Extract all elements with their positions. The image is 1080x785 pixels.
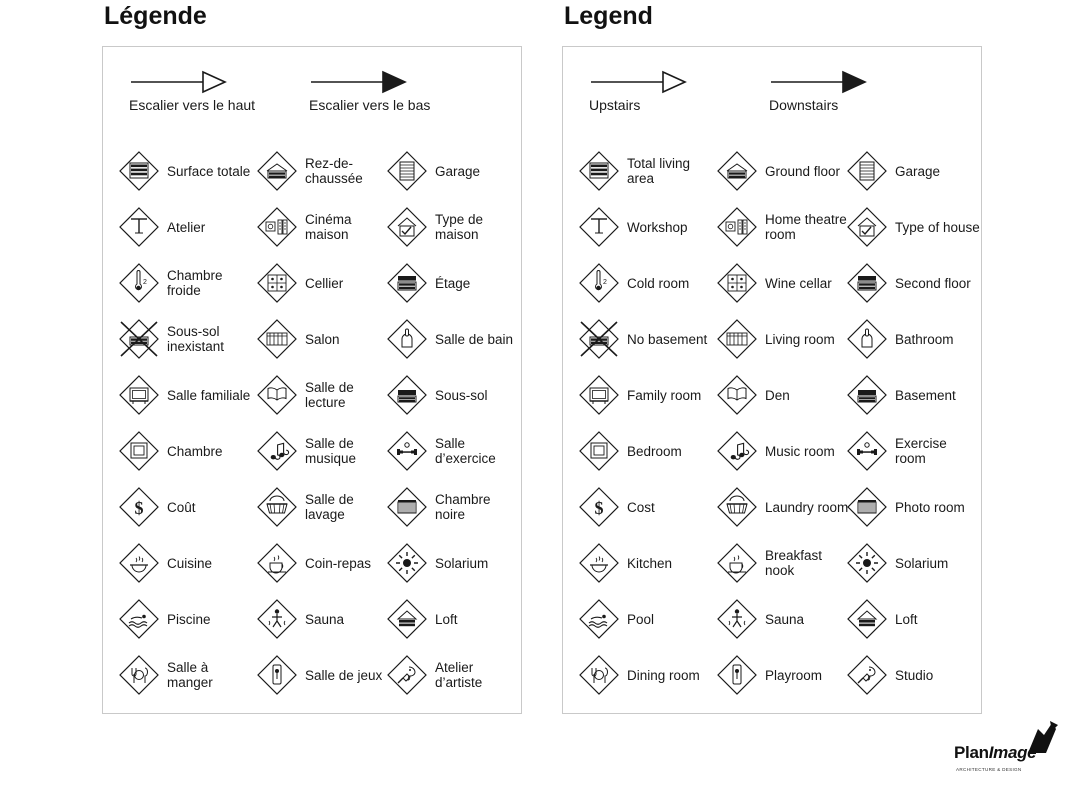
breakfast-nook-icon	[715, 541, 759, 585]
photo-room-icon	[385, 485, 429, 529]
legend-entry	[577, 423, 717, 479]
legend-entry	[385, 535, 525, 591]
legend-entry-label: Second floor	[895, 275, 971, 291]
bedroom-icon	[117, 429, 161, 473]
legend-entry-label: Salle à manger	[167, 660, 213, 690]
second-floor-icon	[385, 261, 429, 305]
type-of-house-icon	[385, 205, 429, 249]
legend-column	[715, 143, 855, 703]
workshop-icon	[117, 205, 161, 249]
legend-entry	[715, 199, 855, 255]
legend-entry	[255, 367, 395, 423]
loft-icon	[385, 597, 429, 641]
legend-entry-label: Type de maison	[435, 212, 484, 242]
legend-entry	[385, 367, 525, 423]
legend-entry	[385, 423, 525, 479]
logo-wordmark	[954, 743, 1036, 763]
logo-tagline: ARCHITECTURE & DESIGN	[956, 767, 1022, 772]
legend-entry	[117, 647, 257, 703]
cost-icon	[117, 485, 161, 529]
legend-panel-french	[102, 46, 522, 714]
legend-entry	[255, 535, 395, 591]
legend-entry	[845, 423, 985, 479]
legend-entry-label: Breakfast nook	[765, 548, 823, 578]
laundry-room-icon	[255, 485, 299, 529]
loft-icon	[845, 597, 889, 641]
total-living-area-icon	[117, 149, 161, 193]
legend-entry	[715, 647, 855, 703]
wine-cellar-icon	[255, 261, 299, 305]
bathroom-icon	[845, 317, 889, 361]
exercise-room-icon	[845, 429, 889, 473]
basement-icon	[385, 373, 429, 417]
ground-floor-icon	[255, 149, 299, 193]
legend-entry-label: Living room	[765, 331, 835, 347]
music-room-icon	[255, 429, 299, 473]
legend-entry-label: Étage	[435, 275, 471, 291]
legend-entry-label: Cinéma maison	[305, 212, 352, 242]
arrow-label: Upstairs	[589, 97, 641, 113]
legend-entry-label: Kitchen	[627, 555, 673, 571]
no-basement-icon	[577, 317, 621, 361]
legend-entry	[117, 199, 257, 255]
planimage-logo	[954, 719, 1066, 773]
svg-text:2: 2	[603, 279, 607, 286]
legend-entry-label: Ground floor	[765, 163, 841, 179]
solarium-icon	[845, 541, 889, 585]
studio-icon	[385, 653, 429, 697]
legend-entry-label: Exercise room	[895, 436, 947, 466]
legend-entry-label: Sauna	[765, 611, 805, 627]
pool-icon	[117, 597, 161, 641]
legend-entry	[715, 591, 855, 647]
legend-entry	[715, 423, 855, 479]
workshop-icon	[577, 205, 621, 249]
legend-entry-label: Cellier	[305, 275, 344, 291]
arrow-solid-right-icon	[309, 69, 430, 95]
playroom-icon	[255, 653, 299, 697]
legend-entry-label: Playroom	[765, 667, 823, 683]
legend-entry-label: Basement	[895, 387, 956, 403]
ground-floor-icon	[715, 149, 759, 193]
legend-entry	[845, 199, 985, 255]
legend-column	[577, 143, 717, 703]
legend-panel-english	[562, 46, 982, 714]
legend-entry	[845, 591, 985, 647]
legend-entry-label: Loft	[895, 611, 918, 627]
legend-entry-label: Type of house	[895, 219, 980, 235]
legend-entry	[577, 143, 717, 199]
legend-entry	[385, 255, 525, 311]
legend-entry-label: Cost	[627, 499, 655, 515]
legend-entry-label: No basement	[627, 331, 708, 347]
wine-cellar-icon	[715, 261, 759, 305]
garage-icon	[845, 149, 889, 193]
basement-icon	[845, 373, 889, 417]
legend-entry	[845, 479, 985, 535]
legend-entry	[255, 479, 395, 535]
legend-entry	[845, 311, 985, 367]
legend-entry	[845, 143, 985, 199]
laundry-room-icon	[715, 485, 759, 529]
legend-column	[845, 143, 985, 703]
legend-entry	[255, 143, 395, 199]
legend-entry	[577, 535, 717, 591]
logo-word-image: Image	[988, 743, 1037, 762]
legend-entry-label: Chambre	[167, 443, 223, 459]
legend-entry-label: Bedroom	[627, 443, 682, 459]
legend-entry	[255, 423, 395, 479]
legend-entry-label: Loft	[435, 611, 458, 627]
arrow-label: Downstairs	[769, 97, 839, 113]
living-room-icon	[255, 317, 299, 361]
legend-entry-label: Home theatre room	[765, 212, 847, 242]
total-living-area-icon	[577, 149, 621, 193]
legend-entry-label: Sous-sol	[435, 387, 488, 403]
svg-text:$: $	[594, 498, 604, 518]
legend-entry-label: Total living area	[627, 156, 691, 186]
legend-entry	[255, 199, 395, 255]
arrow-outline-right-icon	[589, 69, 689, 95]
svg-text:2: 2	[143, 279, 147, 286]
legend-entry-label: Workshop	[627, 219, 688, 235]
den-icon	[715, 373, 759, 417]
legend-entry	[117, 143, 257, 199]
legend-entry	[577, 479, 717, 535]
legend-entry-label: Dining room	[627, 667, 700, 683]
legend-entry-label: Rez-de-chaussée	[305, 156, 363, 186]
legend-column	[385, 143, 525, 703]
garage-icon	[385, 149, 429, 193]
legend-entry	[845, 367, 985, 423]
legend-entry-label: Garage	[435, 163, 481, 179]
legend-entry-label: Solarium	[435, 555, 489, 571]
legend-entry	[577, 647, 717, 703]
legend-entry	[255, 647, 395, 703]
photo-room-icon	[845, 485, 889, 529]
legend-entry-label: Salle de musique	[305, 436, 357, 466]
legend-entry	[385, 199, 525, 255]
legend-entry	[385, 647, 525, 703]
home-theatre-icon	[255, 205, 299, 249]
second-floor-icon	[845, 261, 889, 305]
dining-room-icon	[577, 653, 621, 697]
breakfast-nook-icon	[255, 541, 299, 585]
legend-entry	[117, 311, 257, 367]
legend-entry	[715, 311, 855, 367]
legend-entry	[845, 255, 985, 311]
legend-entry-label: Salle familiale	[167, 387, 251, 403]
legend-entry-label: Salle de bain	[435, 331, 514, 347]
arrow-outline-right-icon	[129, 69, 255, 95]
legend-entry	[385, 479, 525, 535]
family-room-icon	[577, 373, 621, 417]
legend-entry-label: Studio	[895, 667, 934, 683]
legend-entry	[577, 591, 717, 647]
legend-entry	[715, 143, 855, 199]
dining-room-icon	[117, 653, 161, 697]
bathroom-icon	[385, 317, 429, 361]
legend-entry	[715, 479, 855, 535]
studio-icon	[845, 653, 889, 697]
exercise-room-icon	[385, 429, 429, 473]
playroom-icon	[715, 653, 759, 697]
legend-entry-label: Salle de lecture	[305, 380, 354, 410]
legend-entry	[385, 143, 525, 199]
legend-entry	[845, 535, 985, 591]
no-basement-icon	[117, 317, 161, 361]
legend-entry	[385, 591, 525, 647]
legend-entry	[117, 255, 257, 311]
legend-entry-label: Solarium	[895, 555, 949, 571]
legend-entry-label: Salle de jeux	[305, 667, 383, 683]
legend-entry-label: Coin-repas	[305, 555, 372, 571]
legend-arrow-upstairs	[129, 69, 255, 113]
stairs-arrow-row	[563, 69, 981, 141]
legend-entry-label: Salle de lavage	[305, 492, 354, 522]
music-room-icon	[715, 429, 759, 473]
legend-entry-label: Sauna	[305, 611, 345, 627]
legend-arrow-downstairs	[769, 69, 869, 113]
legend-entry	[117, 535, 257, 591]
kitchen-icon	[117, 541, 161, 585]
legend-entry-label: Family room	[627, 387, 702, 403]
pool-icon	[577, 597, 621, 641]
page-title-french: Légende	[104, 2, 207, 30]
legend-entry-label: Cuisine	[167, 555, 213, 571]
living-room-icon	[715, 317, 759, 361]
legend-entry	[715, 255, 855, 311]
legend-entry-label: Music room	[765, 443, 835, 459]
home-theatre-icon	[715, 205, 759, 249]
legend-arrow-downstairs	[309, 69, 430, 113]
cost-icon	[577, 485, 621, 529]
bedroom-icon	[577, 429, 621, 473]
page-title-english: Legend	[564, 2, 653, 30]
legend-entry-label: Chambre froide	[167, 268, 223, 298]
cold-room-icon	[117, 261, 161, 305]
logo-word-plan: Plan	[954, 743, 989, 762]
solarium-icon	[385, 541, 429, 585]
arrow-label: Escalier vers le bas	[309, 97, 431, 113]
legend-entry-label: Atelier	[167, 219, 206, 235]
legend-entry	[255, 311, 395, 367]
legend-entry	[117, 591, 257, 647]
legend-entry	[385, 311, 525, 367]
legend-entry	[715, 535, 855, 591]
arrow-solid-right-icon	[769, 69, 869, 95]
legend-entry-label: Surface totale	[167, 163, 251, 179]
legend-entry-label: Sous-sol inexistant	[167, 324, 225, 354]
type-of-house-icon	[845, 205, 889, 249]
legend-entry	[117, 423, 257, 479]
legend-entry-label: Den	[765, 387, 790, 403]
arrow-label: Escalier vers le haut	[129, 97, 256, 113]
legend-arrow-upstairs	[589, 69, 689, 113]
legend-entry-label: Wine cellar	[765, 275, 832, 291]
legend-entry-label: Coût	[167, 499, 196, 515]
legend-entry	[255, 591, 395, 647]
legend-entry	[715, 367, 855, 423]
legend-entry	[117, 367, 257, 423]
cold-room-icon	[577, 261, 621, 305]
legend-entry-label: Salle d’exercice	[435, 436, 496, 466]
stairs-arrow-row	[103, 69, 521, 141]
legend-entry	[255, 255, 395, 311]
legend-entry	[845, 647, 985, 703]
legend-entry-label: Cold room	[627, 275, 690, 291]
legend-entry	[117, 479, 257, 535]
legend-entry-label: Bathroom	[895, 331, 954, 347]
legend-entry	[577, 367, 717, 423]
legend-entry-label: Chambre noire	[435, 492, 491, 522]
legend-entry-label: Laundry room	[765, 499, 849, 515]
svg-text:$: $	[134, 498, 144, 518]
legend-entry-label: Piscine	[167, 611, 211, 627]
legend-entry	[577, 311, 717, 367]
legend-column	[255, 143, 395, 703]
legend-entry-label: Pool	[627, 611, 655, 627]
den-icon	[255, 373, 299, 417]
legend-entry-label: Atelier d’artiste	[435, 660, 483, 690]
legend-entry-label: Salon	[305, 331, 340, 347]
legend-entry-label: Photo room	[895, 499, 965, 515]
family-room-icon	[117, 373, 161, 417]
kitchen-icon	[577, 541, 621, 585]
legend-entry	[577, 199, 717, 255]
sauna-icon	[255, 597, 299, 641]
legend-column	[117, 143, 257, 703]
sauna-icon	[715, 597, 759, 641]
legend-entry-label: Garage	[895, 163, 941, 179]
legend-entry	[577, 255, 717, 311]
